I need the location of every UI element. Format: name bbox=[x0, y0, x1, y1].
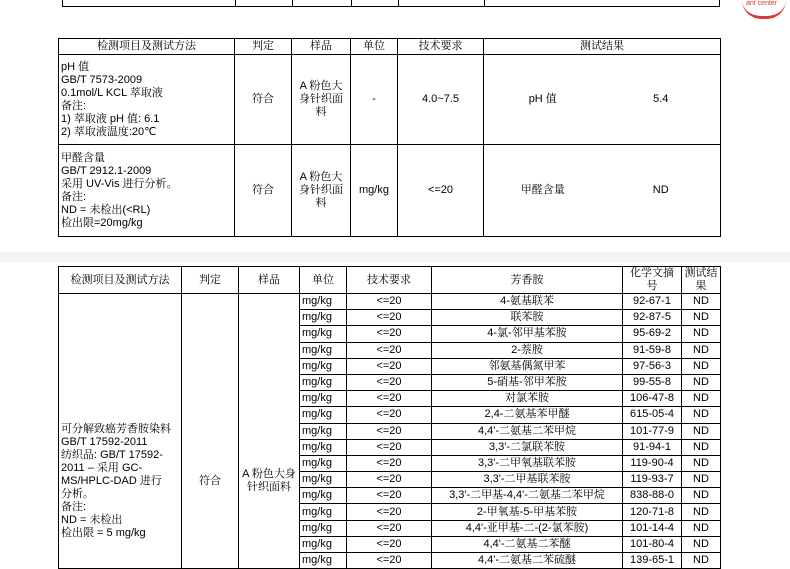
header-sample: 样品 bbox=[239, 267, 300, 294]
method-line: 备注: bbox=[61, 190, 87, 203]
cas-cell: 838-88-0 bbox=[623, 488, 682, 504]
amine-cell: 3,3'-二甲基-4,4'-二氨基二苯甲烷 bbox=[432, 488, 623, 504]
cas-cell: 120-71-8 bbox=[623, 504, 682, 520]
unit-cell: mg/kg bbox=[300, 455, 347, 471]
requirement-cell: <=20 bbox=[347, 536, 432, 552]
result-cell: ND bbox=[682, 326, 721, 342]
unit-cell: mg/kg bbox=[300, 326, 347, 342]
result-cell: ND bbox=[682, 472, 721, 488]
result-cell: ND bbox=[682, 423, 721, 439]
cas-cell: 139-65-1 bbox=[623, 553, 682, 569]
sample-line: 料 bbox=[315, 106, 327, 118]
sample-line: A 粉色大 bbox=[299, 171, 343, 183]
requirement-cell: <=20 bbox=[347, 439, 432, 455]
unit-cell: mg/kg bbox=[300, 488, 347, 504]
method-line: 纺织品: GB/T 17592- bbox=[61, 448, 163, 461]
unit-cell: mg/kg bbox=[300, 439, 347, 455]
header-unit: 单位 bbox=[300, 267, 347, 294]
method-line: 分析。 bbox=[61, 487, 94, 500]
result-cell bbox=[484, 55, 721, 145]
amine-cell: 3,3'-二甲氧基联苯胺 bbox=[432, 455, 623, 471]
requirement-cell: <=20 bbox=[398, 145, 484, 237]
sample-cell bbox=[292, 145, 351, 237]
requirement-cell: 4.0~7.5 bbox=[398, 55, 484, 145]
requirement-cell: <=20 bbox=[347, 374, 432, 390]
method-line: GB/T 2912.1-2009 bbox=[61, 164, 152, 177]
test-item: 甲醛含量 bbox=[520, 184, 565, 196]
amine-cell: 4-氨基联苯 bbox=[432, 294, 623, 310]
method-line: GB/T 17592-2011 bbox=[61, 435, 148, 448]
test-table-ph-formaldehyde bbox=[58, 38, 721, 237]
amine-cell: 2-甲氧基-5-甲基苯胺 bbox=[432, 504, 623, 520]
requirement-cell: <=20 bbox=[347, 342, 432, 358]
unit-cell: mg/kg bbox=[300, 407, 347, 423]
result-cell: ND bbox=[682, 374, 721, 390]
amine-cell: 4,4'-亚甲基-二-(2-氯苯胺) bbox=[432, 520, 623, 536]
header-result: 测试结果 bbox=[484, 39, 721, 55]
result-cell: ND bbox=[682, 520, 721, 536]
amine-cell: 3,3'-二氯联苯胺 bbox=[432, 439, 623, 455]
amine-cell: 4-氯-邻甲基苯胺 bbox=[432, 326, 623, 342]
test-item: pH 值 bbox=[528, 93, 557, 105]
amine-cell: 联苯胺 bbox=[432, 310, 623, 326]
method-line: ND = 未检出(<RL) bbox=[61, 203, 151, 216]
unit-cell: mg/kg bbox=[300, 423, 347, 439]
method-cell bbox=[59, 294, 182, 569]
cas-cell: 91-94-1 bbox=[623, 439, 682, 455]
requirement-cell: <=20 bbox=[347, 407, 432, 423]
test-result: 5.4 bbox=[653, 93, 669, 105]
cas-cell: 119-93-7 bbox=[623, 472, 682, 488]
requirement-cell: <=20 bbox=[347, 310, 432, 326]
sample-line: 身针织面 bbox=[299, 184, 343, 196]
amine-cell: 4,4'-二氨基二苯硫醚 bbox=[432, 553, 623, 569]
cas-cell: 101-14-4 bbox=[623, 520, 682, 536]
header-unit: 单位 bbox=[351, 39, 398, 55]
requirement-cell: <=20 bbox=[347, 504, 432, 520]
cas-cell: 101-77-9 bbox=[623, 423, 682, 439]
method-line: 2011 – 采用 GC- bbox=[61, 461, 143, 474]
sample-line: A 粉色大 bbox=[299, 80, 343, 92]
result-cell bbox=[484, 145, 721, 237]
unit-cell: mg/kg bbox=[300, 504, 347, 520]
header-requirement: 技术要求 bbox=[347, 267, 432, 294]
result-cell: ND bbox=[682, 504, 721, 520]
requirement-cell: <=20 bbox=[347, 455, 432, 471]
unit-cell: mg/kg bbox=[300, 472, 347, 488]
method-line: 采用 UV-Vis 进行分析。 bbox=[61, 177, 178, 190]
method-line: 0.1mol/L KCL 萃取液 bbox=[61, 86, 163, 99]
result-cell: ND bbox=[682, 342, 721, 358]
result-cell: ND bbox=[682, 439, 721, 455]
amine-cell: 对氯苯胺 bbox=[432, 391, 623, 407]
result-cell: ND bbox=[682, 536, 721, 552]
requirement-cell: <=20 bbox=[347, 520, 432, 536]
sample-line: 料 bbox=[315, 197, 327, 209]
table-row bbox=[59, 294, 721, 310]
cas-cell: 99-55-8 bbox=[623, 374, 682, 390]
amine-cell: 4,4'-二氨基二苯醚 bbox=[432, 536, 623, 552]
result-cell: ND bbox=[682, 488, 721, 504]
unit-cell: mg/kg bbox=[351, 145, 398, 237]
method-cell bbox=[59, 145, 235, 237]
amine-cell: 3,3'-二甲基联苯胺 bbox=[432, 472, 623, 488]
requirement-cell: <=20 bbox=[347, 488, 432, 504]
cas-cell: 97-56-3 bbox=[623, 358, 682, 374]
method-cell bbox=[59, 55, 235, 145]
result-cell: ND bbox=[682, 294, 721, 310]
method-line: 可分解致癌芳香胺染料 bbox=[61, 422, 171, 435]
cas-cell: 106-47-8 bbox=[623, 391, 682, 407]
requirement-cell: <=20 bbox=[347, 326, 432, 342]
cas-cell: 91-59-8 bbox=[623, 342, 682, 358]
sample-line: 针织面料 bbox=[247, 481, 291, 494]
unit-cell: mg/kg bbox=[300, 391, 347, 407]
cas-cell: 615-05-4 bbox=[623, 407, 682, 423]
header-sample: 样品 bbox=[292, 39, 351, 55]
requirement-cell: <=20 bbox=[347, 472, 432, 488]
amine-cell: 2,4-二氨基苯甲醚 bbox=[432, 407, 623, 423]
sample-line: 身针织面 bbox=[299, 93, 343, 105]
method-line: 检出限=20mg/kg bbox=[61, 216, 143, 229]
cas-cell: 119-90-4 bbox=[623, 455, 682, 471]
top-cropped-table bbox=[0, 0, 790, 8]
method-line: 1) 萃取液 pH 值: 6.1 bbox=[61, 112, 160, 125]
cas-cell: 92-67-1 bbox=[623, 294, 682, 310]
requirement-cell: <=20 bbox=[347, 423, 432, 439]
method-line: MS/HPLC-DAD 进行 bbox=[61, 474, 162, 487]
header-amine: 芳香胺 bbox=[432, 267, 623, 294]
header-requirement: 技术要求 bbox=[398, 39, 484, 55]
unit-cell: - bbox=[351, 55, 398, 145]
unit-cell: mg/kg bbox=[300, 520, 347, 536]
header-result: 测试结果 bbox=[682, 267, 721, 294]
amine-cell: 4,4'-二氨基二苯甲烷 bbox=[432, 423, 623, 439]
amine-cell: 5-硝基-邻甲苯胺 bbox=[432, 374, 623, 390]
cas-cell: 101-80-4 bbox=[623, 536, 682, 552]
requirement-cell: <=20 bbox=[347, 358, 432, 374]
unit-cell: mg/kg bbox=[300, 553, 347, 569]
unit-cell: mg/kg bbox=[300, 358, 347, 374]
method-line: 甲醛含量 bbox=[61, 151, 105, 164]
requirement-cell: <=20 bbox=[347, 294, 432, 310]
sample-cell bbox=[239, 294, 300, 569]
result-cell: ND bbox=[682, 310, 721, 326]
header-method: 检测项目及测试方法 bbox=[59, 267, 182, 294]
verdict-cell: 符合 bbox=[235, 55, 292, 145]
verdict-cell: 符合 bbox=[235, 145, 292, 237]
cas-cell: 95-69-2 bbox=[623, 326, 682, 342]
result-cell: ND bbox=[682, 455, 721, 471]
method-line: 备注: bbox=[61, 99, 87, 112]
method-line: 2) 萃取液温度:20℃ bbox=[61, 125, 157, 138]
header-verdict: 判定 bbox=[235, 39, 292, 55]
unit-cell: mg/kg bbox=[300, 294, 347, 310]
unit-cell: mg/kg bbox=[300, 536, 347, 552]
table1-row-ph bbox=[59, 55, 721, 145]
method-line: 备注: bbox=[61, 500, 87, 513]
method-line: 检出限 = 5 mg/kg bbox=[61, 526, 146, 539]
header-cas: 化学文摘号 bbox=[623, 267, 682, 294]
result-cell: ND bbox=[682, 358, 721, 374]
result-cell: ND bbox=[682, 553, 721, 569]
table1-row-formaldehyde bbox=[59, 145, 721, 237]
method-line: ND = 未检出 bbox=[61, 513, 123, 526]
page-gap bbox=[0, 252, 790, 262]
header-verdict: 判定 bbox=[182, 267, 239, 294]
verdict-cell: 符合 bbox=[182, 294, 239, 569]
requirement-cell: <=20 bbox=[347, 553, 432, 569]
test-table-aromatic-amines bbox=[58, 266, 721, 569]
cas-cell: 92-87-5 bbox=[623, 310, 682, 326]
sample-line: A 粉色大身 bbox=[242, 468, 296, 481]
sample-cell bbox=[292, 55, 351, 145]
table1-header-row bbox=[59, 39, 721, 55]
table2-header-row bbox=[59, 267, 721, 294]
result-cell: ND bbox=[682, 391, 721, 407]
method-line: pH 值 bbox=[61, 60, 90, 73]
method-line: GB/T 7573-2009 bbox=[61, 73, 143, 86]
amine-cell: 邻氨基偶氮甲苯 bbox=[432, 358, 623, 374]
stamp-logo: ant center bbox=[742, 0, 786, 19]
unit-cell: mg/kg bbox=[300, 342, 347, 358]
unit-cell: mg/kg bbox=[300, 310, 347, 326]
requirement-cell: <=20 bbox=[347, 391, 432, 407]
header-method: 检测项目及测试方法 bbox=[59, 39, 235, 55]
test-result: ND bbox=[652, 184, 669, 196]
unit-cell: mg/kg bbox=[300, 374, 347, 390]
result-cell: ND bbox=[682, 407, 721, 423]
amine-cell: 2-萘胺 bbox=[432, 342, 623, 358]
